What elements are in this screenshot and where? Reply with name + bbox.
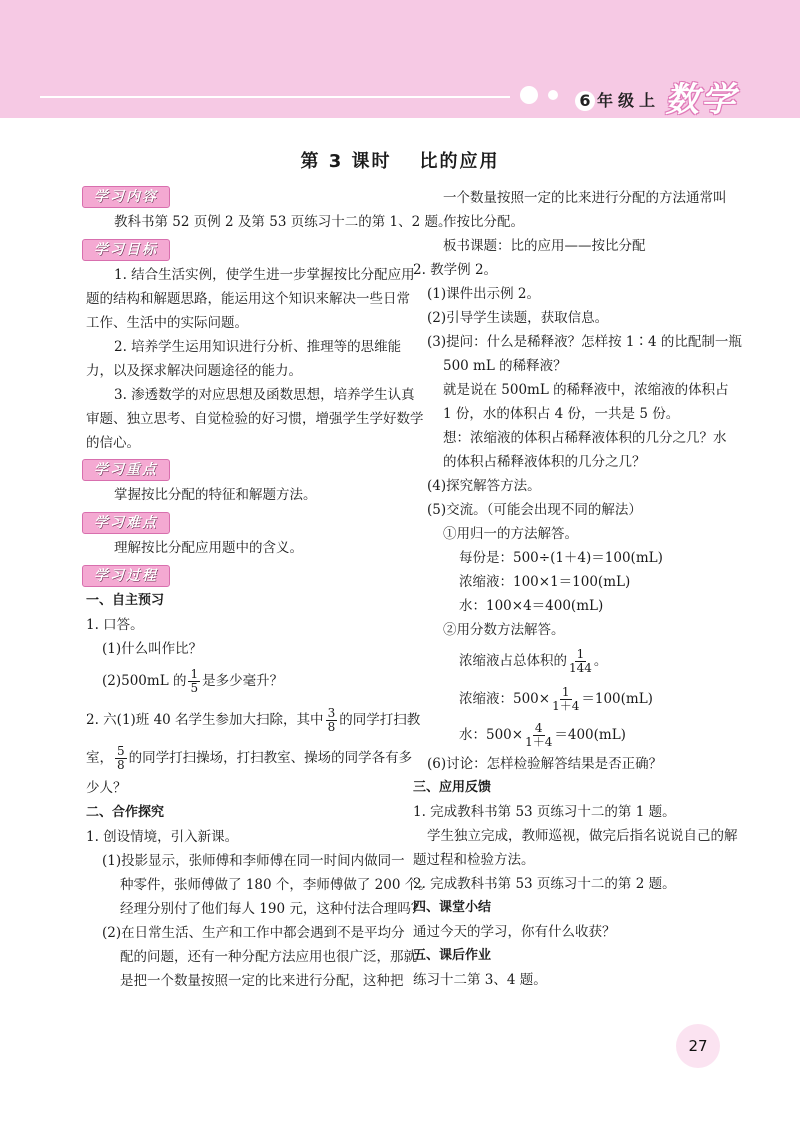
page-number: 27	[676, 1024, 720, 1068]
item-text: 配的问题，还有一种分配方法应用也很广泛，那就	[120, 949, 417, 965]
section-heading: 一、自主预习	[86, 593, 165, 608]
key-text: 掌握按比分配的特征和解题方法。	[114, 487, 317, 503]
header-decor-line	[40, 96, 510, 98]
equation: 水：500× $\frac{4}{1+4}$ ＝400(mL)	[459, 721, 626, 749]
section-heading: 四、课堂小结	[413, 900, 492, 915]
section-tag: 学习内容	[82, 186, 170, 208]
fraction: $\frac{4}{1+4}$	[525, 721, 553, 749]
goal-text: 力，以及探求解决问题途径的能力。	[86, 363, 302, 379]
fraction: $\frac{1}{5}$	[190, 667, 199, 695]
item-text: 1 份，水的体积占 4 份，一共是 5 份。	[443, 406, 680, 422]
header-decor-circle	[520, 86, 538, 104]
item-text: 1. 口答。	[86, 617, 144, 633]
item-text: 作按比分配。	[443, 214, 524, 230]
goal-text: 的信心。	[86, 435, 140, 451]
item-text: ②用分数方法解答。	[443, 622, 565, 638]
content-text: 教科书第 52 页例 2 及第 53 页练习十二的第 1、2 题。	[114, 214, 452, 230]
item-text: (1)课件出示例 2。	[427, 286, 541, 302]
page-title: 第 3 课时 比的应用	[300, 151, 500, 172]
subject-logo: 数学	[665, 80, 737, 120]
item-text: 种零件，张师傅做了 180 个，李师傅做了 200 个。	[120, 877, 432, 893]
difficulty-text: 理解按比分配应用题中的含义。	[114, 540, 303, 556]
item-text: (1)投影显示，张师傅和李师傅在同一时间内做同一	[102, 853, 405, 869]
item-text: 经理分别付了他们每人 190 元，这种付法合理吗？	[120, 901, 425, 917]
item-text: 学生独立完成，教师巡视，做完后指名说说自己的解	[427, 828, 738, 844]
section-heading: 五、课后作业	[413, 948, 492, 963]
equation: 浓缩液占总体积的 $\frac{1}{144}$ 。	[459, 647, 608, 675]
section-tag: 学习难点	[82, 512, 170, 534]
item-text: 练习十二第 3、4 题。	[413, 972, 547, 988]
item-text: (3)提问：什么是稀释液？怎样按 1∶4 的比配制一瓶	[427, 334, 742, 350]
board-title: 板书课题：比的应用——按比分配	[443, 238, 646, 254]
item-text: 就是说在 500mL 的稀释液中，浓缩液的体积占	[443, 382, 729, 398]
item-text: 通过今天的学习，你有什么收获？	[413, 924, 616, 940]
item-text: 想：浓缩液的体积占稀释液体积的几分之几？水	[443, 430, 727, 446]
item-text: 2. 六(1)班 40 名学生参加大扫除，其中 $\frac{3}{8}$ 的同学打扫教	[86, 706, 421, 734]
item-text: 题过程和检验方法。	[413, 852, 535, 868]
section-heading: 三、应用反馈	[413, 780, 492, 795]
item-text: 室， $\frac{5}{8}$ 的同学打扫操场，打扫教室、操场的同学各有多	[86, 744, 413, 772]
goal-text: 工作、生活中的实际问题。	[86, 315, 248, 331]
goal-text: 审题、独立思考、自觉检验的好习惯，增强学生学好数学	[86, 411, 424, 427]
section-tag: 学习重点	[82, 459, 170, 481]
goal-text: 2. 培养学生运用知识进行分析、推理等的思维能	[114, 339, 402, 355]
item-text: 2. 完成教科书第 53 页练习十二的第 2 题。	[413, 876, 676, 892]
item-text: 少人？	[86, 780, 127, 796]
item-text: 的体积占稀释液体积的几分之几？	[443, 454, 646, 470]
item-text: (2)在日常生活、生产和工作中都会遇到不是平均分	[102, 925, 405, 941]
header-decor-circle	[548, 90, 558, 100]
grade-label: 6 年级上	[575, 88, 660, 111]
equation: 浓缩液：500× $\frac{1}{1+4}$ ＝100(mL)	[459, 685, 653, 713]
item-text: 是把一个数量按照一定的比来进行分配，这种把	[120, 973, 404, 989]
item-text: (6)讨论：怎样检验解答结果是否正确？	[427, 756, 663, 772]
fraction: $\frac{1}{1+4}$	[552, 685, 580, 713]
goal-text: 1. 结合生活实例，使学生进一步掌握按比分配应用	[114, 267, 415, 283]
item-text: (2)500mL 的 $\frac{1}{5}$ 是多少毫升？	[102, 667, 284, 695]
section-tag: 学习过程	[82, 565, 170, 587]
item-text: 1. 完成教科书第 53 页练习十二的第 1 题。	[413, 804, 676, 820]
page-header-band	[0, 0, 800, 118]
item-text: 500 mL 的稀释液？	[443, 358, 567, 374]
item-text: ①用归一的方法解答。	[443, 526, 578, 542]
fraction: $\frac{1}{144}$	[569, 647, 592, 675]
equation: 水：100×4＝400(mL)	[459, 598, 604, 614]
item-text: (4)探究解答方法。	[427, 478, 541, 494]
item-text: 2. 教学例 2。	[413, 262, 498, 278]
item-text: (5)交流。（可能会出现不同的解法）	[427, 502, 642, 518]
equation: 每份是：500÷(1＋4)＝100(mL)	[459, 550, 663, 566]
goal-text: 题的结构和解题思路，能运用这个知识来解决一些日常	[86, 291, 410, 307]
item-text: 一个数量按照一定的比来进行分配的方法通常叫	[443, 190, 727, 206]
equation: 浓缩液：100×1＝100(mL)	[459, 574, 631, 590]
fraction: $\frac{3}{8}$	[327, 706, 336, 734]
section-tag: 学习目标	[82, 239, 170, 261]
goal-text: 3. 渗透数学的对应思想及函数思想，培养学生认真	[114, 387, 415, 403]
item-text: 1. 创设情境，引入新课。	[86, 829, 239, 845]
item-text: (2)引导学生读题，获取信息。	[427, 310, 609, 326]
fraction: $\frac{5}{8}$	[117, 744, 125, 772]
section-heading: 二、合作探究	[86, 805, 165, 820]
item-text: (1)什么叫作比？	[102, 641, 203, 657]
